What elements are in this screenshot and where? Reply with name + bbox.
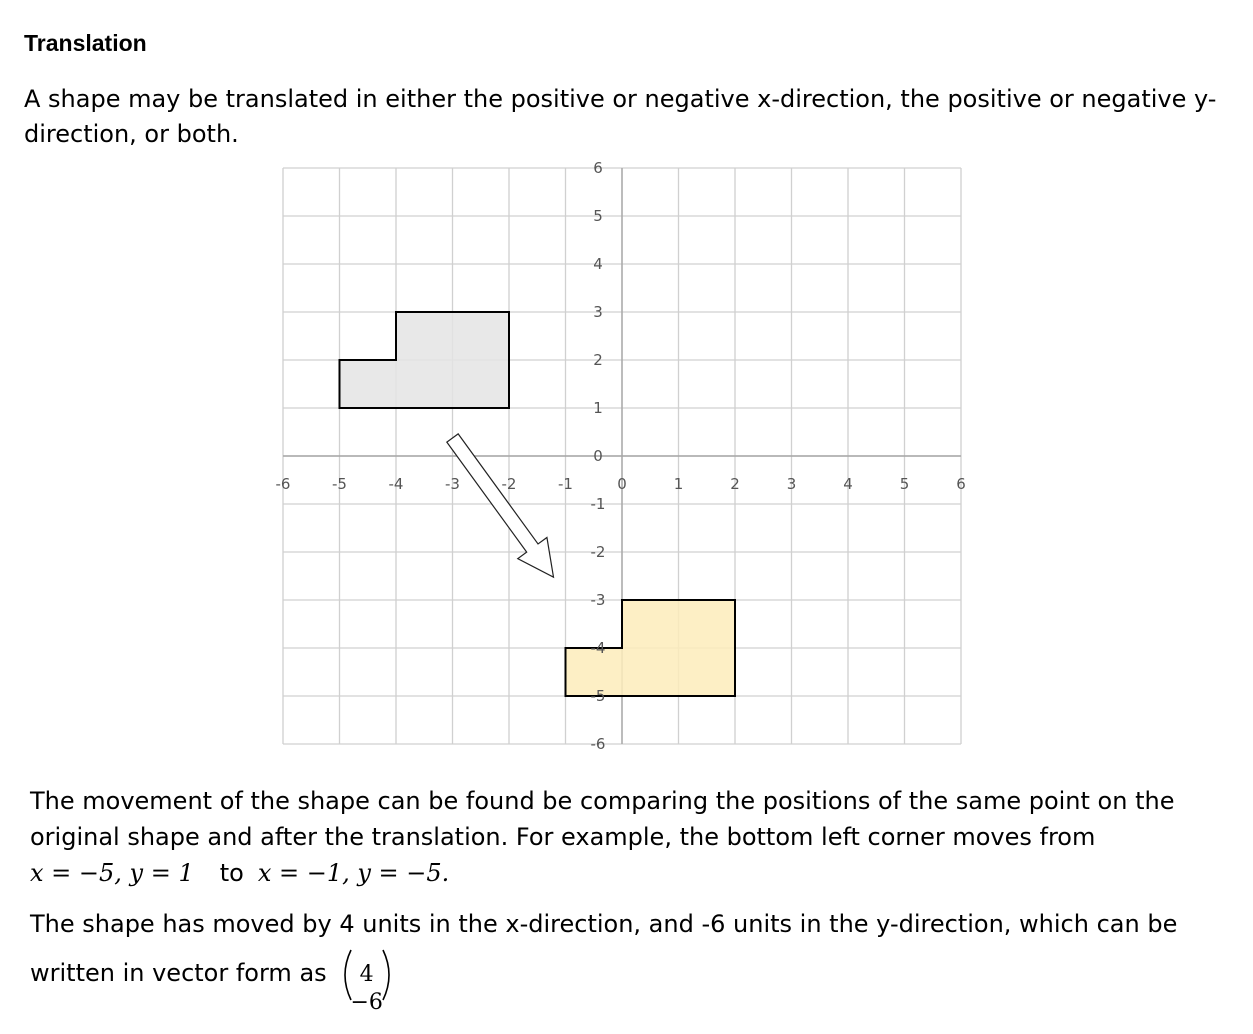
vector-top-value: 4 [359,962,374,987]
vector-intro-text: written in vector form as [30,959,327,987]
x-tick-label: -1 [558,475,573,493]
x-tick-label: 4 [843,475,853,493]
x-tick-label: 2 [730,475,740,493]
y-tick-label: -3 [590,591,606,609]
y-tick-label: 3 [593,303,603,321]
y-tick-label: 6 [593,160,603,177]
explanation-paragraph [30,783,1230,891]
column-vector [335,944,399,1015]
y-tick-label: -6 [590,735,606,753]
y-tick-label: -5 [590,687,606,705]
page-title: Translation [24,30,147,56]
x-tick-label: -6 [275,475,291,493]
y-tick-label: 0 [593,447,603,465]
explanation-equation [30,855,1230,891]
x-tick-label: 6 [956,475,966,493]
y-tick-label: 1 [593,399,603,417]
x-tick-label: 0 [617,475,627,493]
explanation-line-2: original shape and after the translation. For example, the bottom left corner moves from [30,823,1096,851]
vector-line-2 [30,942,1230,1015]
vector-paragraph [30,906,1230,1015]
vector-line-1: The shape has moved by 4 units in the x-direction, and -6 units in the y-direction, which can be [30,910,1178,938]
x-tick-label: -2 [501,475,517,493]
equation-start: x = −5, y = 1 [30,859,194,887]
x-tick-label: 1 [673,475,684,493]
vector-bottom-value: −6 [350,990,383,1015]
equation-to-word: to [219,859,244,887]
x-tick-label: -5 [332,475,347,493]
x-tick-label: -3 [445,475,460,493]
y-tick-label: -1 [590,495,606,513]
coordinate-grid [270,160,970,760]
y-tick-label: -2 [590,543,606,561]
x-tick-label: -4 [388,475,404,493]
explanation-line-1: The movement of the shape can be found be comparing the positions of the same point on the [30,787,1175,815]
equation-end: x = −1, y = −5. [257,859,450,887]
y-tick-label: -4 [590,639,606,657]
x-tick-label: 3 [786,475,797,493]
y-tick-label: 5 [593,207,603,225]
intro-paragraph: A shape may be translated in either the positive or negative x-direction, the positive or negative y-direction, or both. [24,85,1217,148]
y-tick-label: 2 [593,351,603,369]
y-tick-label: 4 [593,255,603,273]
x-tick-label: 5 [899,475,910,493]
original-shape [340,312,510,408]
